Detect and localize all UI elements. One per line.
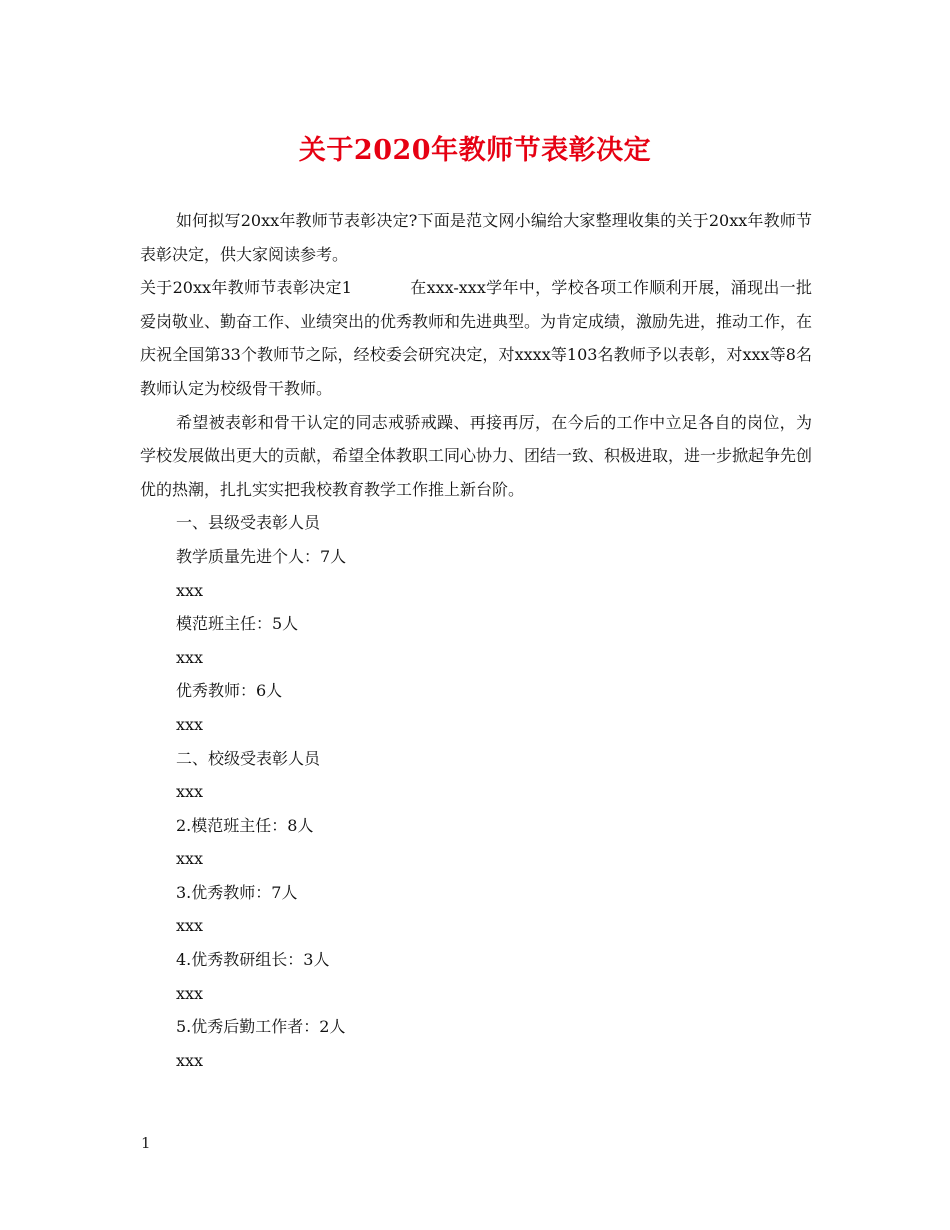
intro-paragraph: 如何拟写20xx年教师节表彰决定?下面是范文网小编给大家整理收集的关于20xx年教师节表彰决定，供大家阅读参考。: [140, 211, 812, 264]
list-item: xxx: [176, 1050, 204, 1070]
section-label: 关于20xx年教师节表彰决定1: [140, 278, 352, 298]
list-item: xxx: [176, 782, 204, 802]
page-number: 1: [141, 1134, 151, 1152]
list-item: 3.优秀教师：7人: [176, 882, 298, 902]
list-item: 教学质量先进个人：7人: [176, 546, 347, 566]
document-title: 关于2020年教师节表彰决定: [298, 135, 652, 166]
list-item: 5.优秀后勤工作者：2人: [176, 1017, 346, 1037]
list-item: xxx: [176, 580, 204, 600]
decision-paragraph: [140, 271, 812, 405]
list-item: xxx: [176, 849, 204, 869]
list-item: 一、县级受表彰人员: [176, 513, 321, 533]
list-item: xxx: [176, 647, 204, 667]
decision-text: 在xxx-xxx学年中，学校各项工作顺利开展，涌现出一批爱岗敬业、勤奋工作、业绩突出的优秀教师和先进典型。为肯定成绩，激励先进，推动工作，在庆祝全国第33个教师节之际，经校委会研究决定，对xxxx等103名教师予以表彰，对xxx等8名教师认定为校级骨干教师。: [140, 278, 813, 398]
list-item: 二、校级受表彰人员: [176, 748, 321, 768]
list-item: 模范班主任：5人: [176, 614, 299, 634]
list-item: 优秀教师：6人: [176, 681, 283, 701]
list-item: xxx: [176, 983, 204, 1003]
document-body: [140, 204, 812, 1077]
list-item: xxx: [176, 714, 204, 734]
hope-paragraph: 希望被表彰和骨干认定的同志戒骄戒躁、再接再厉，在今后的工作中立足各自的岗位，为学校发展做出更大的贡献，希望全体教职工同心协力、团结一致、积极进取，进一步掀起争先创优的热潮，扎扎实实把我校教育教学工作推上新台阶。: [140, 412, 813, 499]
list-item: xxx: [176, 916, 204, 936]
list-item: 4.优秀教研组长：3人: [176, 950, 330, 970]
list-item: 2.模范班主任：8人: [176, 815, 314, 835]
